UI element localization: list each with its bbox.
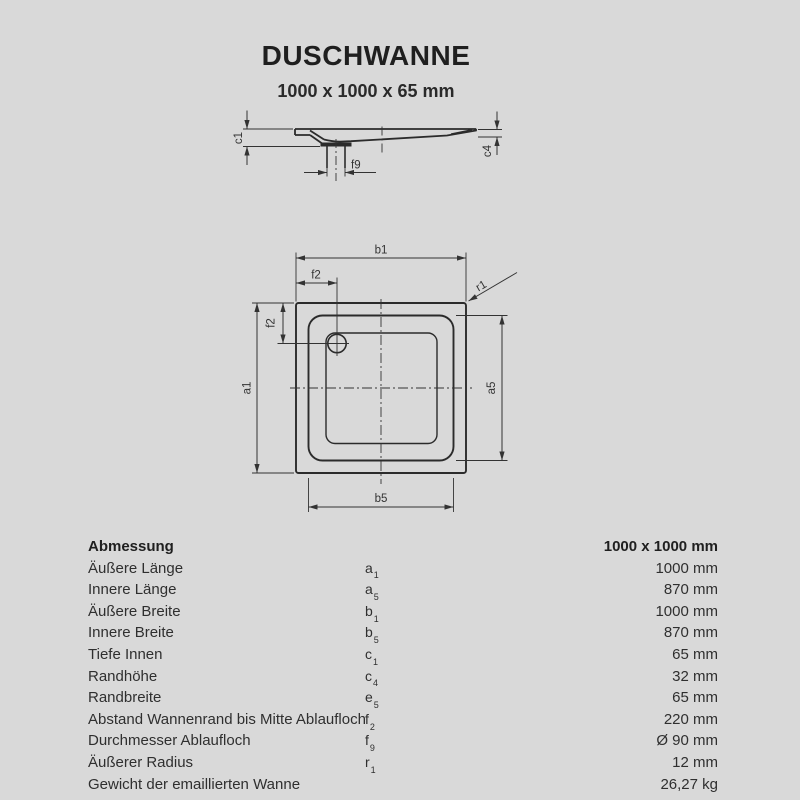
symbol-subscript: 4 — [373, 678, 379, 689]
table-row — [88, 666, 718, 688]
dim-label-f2: f2 — [311, 269, 321, 282]
symbol-subscript: 1 — [370, 764, 376, 775]
table-row — [88, 622, 718, 644]
dimension-label: Gewicht der emaillierten Wanne — [88, 775, 301, 793]
dimension-label: Innere Länge — [88, 581, 177, 599]
symbol-subscript: 1 — [373, 613, 379, 624]
symbol-base: r — [365, 753, 370, 770]
table-row — [88, 601, 718, 623]
dim-label-a5: a5 — [486, 381, 498, 395]
dimension-value: 32 mm — [672, 667, 718, 685]
dimension-c4 — [478, 112, 502, 158]
dimension-a5 — [456, 316, 508, 461]
dim-label-f2: f2 — [265, 318, 278, 328]
dimension-label: Innere Breite — [88, 624, 174, 642]
dim-label-b1: b1 — [374, 244, 388, 257]
dimension-label: Randbreite — [88, 689, 162, 707]
symbol-subscript: 1 — [373, 656, 379, 667]
dimension-label: Tiefe Innen — [88, 645, 163, 663]
symbol-base: c — [365, 667, 372, 684]
table-header-value: 1000 x 1000 mm — [603, 538, 718, 555]
dim-label-b5: b5 — [374, 493, 388, 505]
dim-label-a1: a1 — [241, 381, 254, 395]
dimension-b1 — [296, 245, 466, 302]
top-view-drawing — [242, 245, 518, 513]
dimension-value: 26,27 kg — [660, 775, 718, 793]
dim-label-r1: r1 — [474, 278, 489, 295]
page-title: DUSCHWANNE — [261, 40, 471, 71]
table-header-label: Abmessung — [88, 538, 174, 555]
table-row — [88, 730, 718, 752]
symbol-subscript: 2 — [369, 721, 375, 732]
table-row — [88, 752, 718, 774]
dimension-c1 — [233, 111, 320, 166]
table-header-symbol — [365, 536, 475, 558]
dimension-table — [88, 536, 718, 795]
dim-label-f9: f9 — [351, 159, 361, 172]
dimension-value: 220 mm — [663, 710, 718, 728]
centerlines — [290, 299, 472, 484]
dimension-value: Ø 90 mm — [656, 732, 718, 750]
dimension-f2-left — [266, 303, 284, 344]
symbol-base: f — [365, 732, 369, 749]
symbol-base: b — [365, 602, 373, 619]
dimension-label: Durchmesser Ablaufloch — [88, 732, 251, 750]
dimension-value: 870 mm — [663, 581, 718, 599]
dimension-r1 — [469, 273, 518, 302]
symbol-base: c — [365, 645, 372, 662]
dim-label-c1: c1 — [233, 131, 245, 145]
dimension-symbol — [365, 774, 475, 796]
side-view-drawing — [233, 111, 502, 182]
symbol-base: f — [365, 710, 369, 727]
symbol-subscript: 1 — [373, 570, 379, 581]
table-row — [88, 644, 718, 666]
table-header-row — [88, 536, 718, 558]
symbol-base: b — [365, 624, 373, 641]
symbol-base: a — [365, 581, 373, 598]
table-row — [88, 709, 718, 731]
dimension-value: 1000 mm — [655, 602, 718, 620]
symbol-subscript: 5 — [373, 699, 379, 710]
table-row — [88, 687, 718, 709]
dim-label-c4: c4 — [482, 144, 494, 158]
dimension-f2-top — [296, 270, 337, 284]
drain-centerlines — [278, 278, 350, 357]
table-row — [88, 774, 718, 796]
dimension-label: Äußere Länge — [88, 559, 184, 577]
symbol-base: a — [365, 559, 373, 576]
dimension-label: Äußerer Radius — [88, 753, 194, 771]
dimension-value: 12 mm — [672, 753, 718, 771]
table-row — [88, 558, 718, 580]
dimension-label: Randhöhe — [88, 667, 158, 685]
dimension-value: 65 mm — [672, 645, 718, 663]
dimension-f9 — [304, 160, 376, 173]
symbol-subscript: 9 — [369, 743, 375, 754]
table-row — [88, 579, 718, 601]
page-subtitle: 1000 x 1000 x 65 mm — [277, 81, 455, 101]
dimension-value: 1000 mm — [655, 559, 718, 577]
symbol-subscript: 5 — [373, 591, 379, 602]
dimension-label: Äußere Breite — [88, 602, 181, 620]
symbol-base: e — [365, 689, 373, 706]
dimension-label: Abstand Wannenrand bis Mitte Ablaufloch — [88, 710, 366, 728]
symbol-subscript: 5 — [373, 635, 379, 646]
dimension-value: 870 mm — [663, 624, 718, 642]
dimension-value: 65 mm — [672, 689, 718, 707]
